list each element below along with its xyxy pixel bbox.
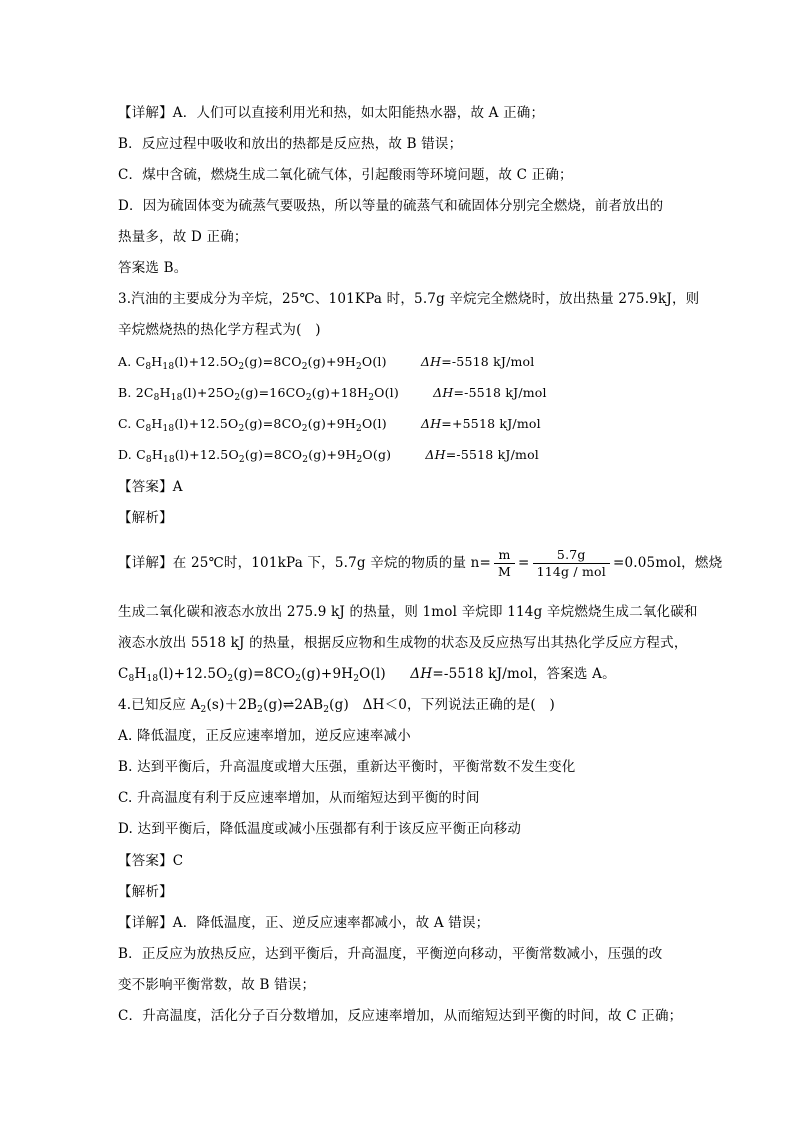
question-3-stem: 辛烷燃烧热的热化学方程式为( ): [118, 322, 321, 338]
answer-label: 【答案】A: [118, 479, 183, 495]
text-line: 变不影响平衡常数，故 B 错误；: [118, 977, 316, 993]
text-line: B．反应过程中吸收和放出的热都是反应热，故 B 错误；: [118, 136, 463, 152]
fraction-mass-over-molar: $\frac{5.7g}{\text{114g / mol}}$: [533, 547, 610, 580]
option-d: D. $C_8H_{18}(l)+12.5O_2(g)=8CO_2(g)+9H_2O(g)$ ΔH=-5518 kJ/mol: [118, 447, 540, 465]
answer-label: 【答案】C: [118, 853, 184, 869]
fraction-m-over-M: $\frac{m}{M}$: [494, 547, 515, 580]
detail-line-with-fraction: 【详解】在 25℃时，101kPa 下，5.7g 辛烷的物质的量 n= $\frac{m}{M}$ = $\frac{5.7g}{\text{114g / mol}}$ =0.05mol，燃烧: [118, 547, 723, 579]
text-line: C．煤中含硫，燃烧生成二氧化硫气体，引起酸雨等环境问题，故 C 正确；: [118, 167, 573, 183]
analysis-label: 【解析】: [118, 884, 173, 900]
equation-line: $C_8H_{18}(l)+12.5O_2(g)=8CO_2(g)+9H_2O(l)$ ΔH=-5518 kJ/mol，答案选 A。: [118, 666, 616, 684]
text-line: 【详解】A．降低温度，正、逆反应速率都减小，故 A 错误；: [118, 915, 490, 931]
option-a: A. 降低温度，正反应速率增加，逆反应速率减小: [118, 728, 411, 744]
question-3-stem: 3.汽油的主要成分为辛烷，25℃、101KPa 时，5.7g 辛烷完全燃烧时，放出热量 275.9kJ，则: [118, 291, 700, 307]
option-a: A. $C_8H_{18}(l)+12.5O_2(g)=8CO_2(g)+9H_2O(l)$ ΔH=-5518 kJ/mol: [118, 354, 535, 372]
option-c: C. $C_8H_{18}(l)+12.5O_2(g)=8CO_2(g)+9H_2O(l)$ ΔH=+5518 kJ/mol: [118, 416, 541, 434]
question-4-stem: 4.已知反应 $A_2(s)+2B_2(g)\rightleftharpoons 2AB_2(g)$ ΔH＜0，下列说法正确的是( ): [118, 697, 555, 715]
text-line: C．升高温度，活化分子百分数增加，反应速率增加，从而缩短达到平衡的时间，故 C 正确；: [118, 1008, 683, 1024]
text-line: B．正反应为放热反应，达到平衡后，升高温度，平衡逆向移动，平衡常数减小，压强的改: [118, 946, 663, 962]
text-line: 生成二氧化碳和液态水放出 275.9 kJ 的热量，则 1mol 辛烷即 114g 辛烷燃烧生成二氧化碳和: [118, 604, 698, 620]
text-line: 答案选 B。: [118, 260, 188, 276]
analysis-label: 【解析】: [118, 510, 173, 526]
text-line: 液态水放出 5518 kJ 的热量，根据反应物和生成物的状态及反应热写出其热化学反应方程式，: [118, 635, 688, 651]
option-b: B. 达到平衡后，升高温度或增大压强，重新达平衡时，平衡常数不发生变化: [118, 759, 576, 775]
text-line: 热量多，故 D 正确；: [118, 229, 248, 245]
option-b: B. $2C_8H_{18}(l)+25O_2(g)=16CO_2(g)+18H_2O(l)$ ΔH=-5518 kJ/mol: [118, 385, 547, 403]
text-line: 【详解】A．人们可以直接利用光和热，如太阳能热水器，故 A 正确；: [118, 105, 545, 121]
option-c: C. 升高温度有利于反应速率增加，从而缩短达到平衡的时间: [118, 790, 480, 806]
option-d: D. 达到平衡后，降低温度或减小压强都有利于该反应平衡正向移动: [118, 821, 522, 837]
text-line: D．因为硫固体变为硫蒸气要吸热，所以等量的硫蒸气和硫固体分别完全燃烧，前者放出的: [118, 198, 664, 214]
